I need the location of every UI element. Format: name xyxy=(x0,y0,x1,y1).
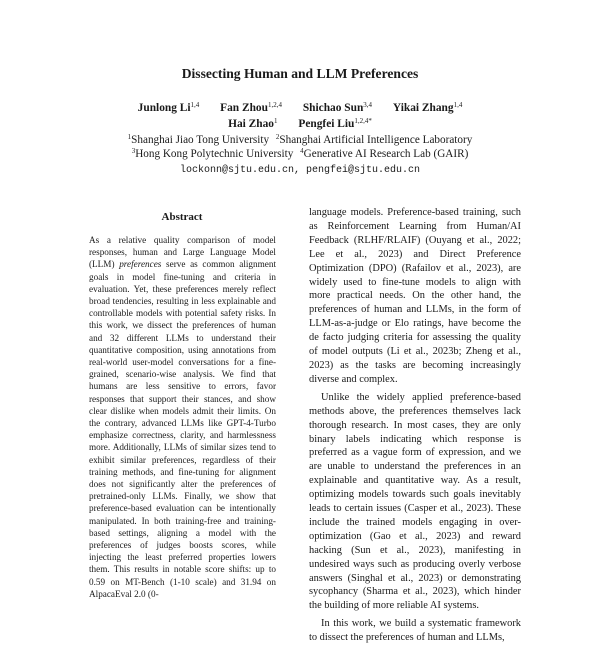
author-pengfei-liu: Pengfei Liu$^{1,2,4*}$ xyxy=(298,117,372,130)
contact-email: lockonn@sjtu.edu.cn, pengfei@sjtu.edu.cn xyxy=(179,165,421,176)
authors-row-1 xyxy=(0,102,600,114)
affiliations-row-1 xyxy=(0,134,600,146)
affiliation-shanghai-ai-lab: $^2$Shanghai Artificial Intelligence Laboratory xyxy=(275,133,473,146)
affiliations-row-2 xyxy=(0,148,600,160)
author-shichao-sun: Shichao Sun$^{3,4}$ xyxy=(302,101,373,114)
body-paragraph-1: language models. Preference-based training, such as Reinforcement Learning from Human/AI Feedback (RLHF/RLAIF) (Ouyang et al., 2022; Lee et al., 2023) and Direct Preference Optimization (DPO) (Rafailov et al., 2023), are widely used to fine-tune models to align with more practical needs. On the other hand, the preferences of human and LLMs, in the form of LLM-as-a-judge or Elo ratings, have become the de facto judging criteria for assessing the quality of model outputs (Li et al., 2023b; Zheng et al., 2023) as the tasks are becoming increasingly diverse and complex. xyxy=(309,207,521,385)
author-fan-zhou: Fan Zhou$^{1,2,4}$ xyxy=(220,101,282,114)
abstract-heading: Abstract xyxy=(161,211,203,223)
abstract-text: As a relative quality comparison of model responses, human and Large Language Model (LLM) preferences serve as common alignment goals in model fine-tuning and criteria in evaluation. Yet, these preferences merely reflect broad tendencies, resulting in less explainable and controllable models with potential safety risks. In this work, we dissect the preferences of human and 32 different LLMs to understand their quantitative composition, using annotations from real-world user-model conversations for a fine-grained, scenario-wise analysis. We find that humans are less sensitive to errors, favor responses that support their stances, and show clear dislike when models admit their limits. On the contrary, advanced LLMs like GPT-4-Turbo emphasize correctness, clarity, and harmlessness more. Additionally, LLMs of similar sizes tend to exhibit similar preferences, regardless of their training methods, and fine-tuning for alignment does not significantly alter the preferences of pretrained-only LLMs. Finally, we show that preference-based evaluation can be intentionally manipulated. In both training-free and training-based settings, aligning a model with the preferences of judges boosts scores, while injecting the least preferred properties lowers them. This results in notable score shifts: up to 0.59 on MT-Bench (1-10 scale) and 31.94 on AlpacaEval 2.0 (0- xyxy=(89,235,276,599)
affiliation-gair: $^4$Generative AI Research Lab (GAIR) xyxy=(300,147,469,160)
affiliation-polyu: $^3$Hong Kong Polytechnic University xyxy=(131,147,294,160)
author-junlong-li: Junlong Li$^{1,4}$ xyxy=(137,101,200,114)
authors-row-2 xyxy=(0,118,600,130)
body-paragraph-3: In this work, we build a systematic framework to dissect the preferences of human and LLMs, xyxy=(309,618,521,644)
affiliation-sjtu: $^1$Shanghai Jiao Tong University xyxy=(127,133,270,146)
body-paragraph-2: Unlike the widely applied preference-based methods above, the preferences themselves lack thorough research. In most cases, they are only binary labels indicating which response is preferred as a vague form of expression, and we are unable to understand the preferences in an explainable and quantitative way. As a result, optimizing models towards such goals inevitably leads to certain issues (Casper et al., 2023). These include the trained models engaging in over-optimization (Gao et al., 2023) and reward hacking (Sun et al., 2023), manifesting in undesired ways such as producing overly verbose answers (Singhal et al., 2023) or demonstrating sycophancy (Sharma et al., 2023), which hinder the building of more reliable AI systems. xyxy=(309,391,521,612)
author-hai-zhao: Hai Zhao$^1$ xyxy=(228,117,278,130)
abstract-emphasis: preferences xyxy=(119,259,162,270)
paper-title: Dissecting Human and LLM Preferences xyxy=(181,66,419,81)
author-yikai-zhang: Yikai Zhang$^{1,4}$ xyxy=(392,101,463,114)
body-column-right xyxy=(309,206,521,645)
